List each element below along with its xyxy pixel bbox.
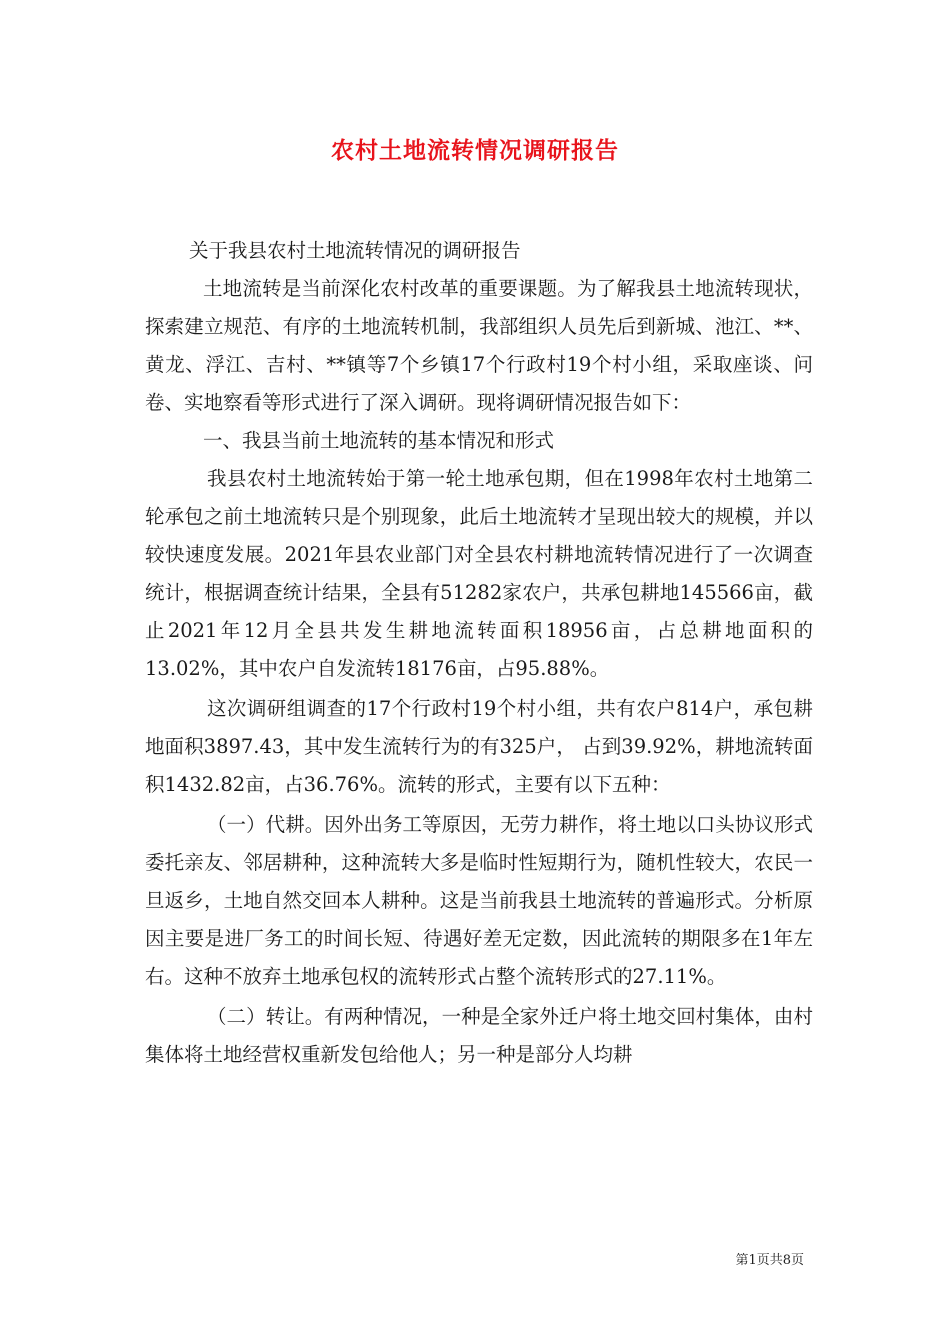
paragraph-overview: 我县农村土地流转始于第一轮土地承包期，但在1998年农村土地第二轮承包之前土地流转只是个别现象，此后土地流转才呈现出较大的规模，并以较快速度发展。2021年县农业部门对全县农村耕地流转情况进行了一次调查统计，根据调查统计结果，全县有51282家农户，共承包耕地145566亩，截止2021年12月全县共发生耕地流转面积18956亩，占总耕地面积的13.02%，其中农户自发流转18176亩，占95.88%。	[145, 467, 813, 680]
document-body	[145, 232, 813, 1074]
page-number: 第1页共8页	[735, 1253, 804, 1268]
report-subtitle: 关于我县农村土地流转情况的调研报告	[189, 239, 521, 262]
paragraph-form-2: （二）转让。有两种情况，一种是全家外迁户将土地交回村集体，由村集体将土地经营权重新发包给他人；另一种是部分人均耕	[145, 1005, 813, 1066]
document-title: 农村土地流转情况调研报告	[331, 137, 619, 164]
paragraph-intro: 土地流转是当前深化农村改革的重要课题。为了解我县土地流转现状，探索建立规范、有序的土地流转机制，我部组织人员先后到新城、池江、**、黄龙、浮江、吉村、**镇等7个乡镇17个行政村19个村小组，采取座谈、问卷、实地察看等形式进行了深入调研。现将调研情况报告如下：	[145, 277, 813, 414]
paragraph-survey: 这次调研组调查的17个行政村19个村小组，共有农户814户，承包耕地面积3897.43，其中发生流转行为的有325户， 占到39.92%，耕地流转面积1432.82亩，占36.76%。流转的形式，主要有以下五种：	[145, 697, 813, 796]
paragraph-form-1: （一）代耕。因外出务工等原因，无劳力耕作，将土地以口头协议形式委托亲友、邻居耕种，这种流转大多是临时性短期行为，随机性较大，农民一旦返乡，土地自然交回本人耕种。这是当前我县土地流转的普遍形式。分析原因主要是进厂务工的时间长短、待遇好差无定数，因此流转的期限多在1年左右。这种不放弃土地承包权的流转形式占整个流转形式的27.11%。	[145, 813, 813, 988]
section-heading-1: 一、我县当前土地流转的基本情况和形式	[203, 429, 555, 452]
